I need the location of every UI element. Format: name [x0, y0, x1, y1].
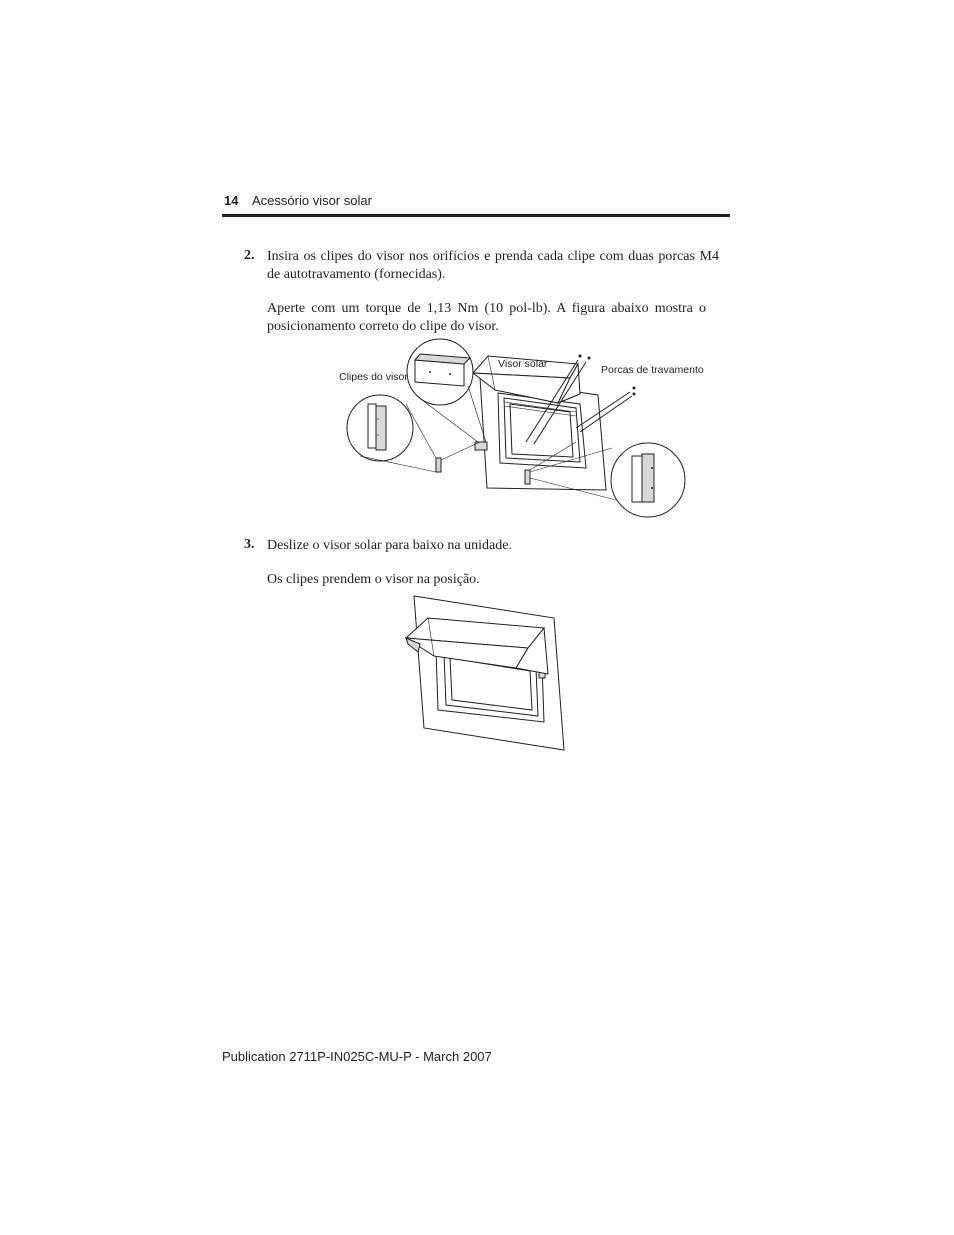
page-number: 14: [224, 193, 239, 208]
lock-nut-icon: [633, 387, 636, 390]
lock-nut-icon: [633, 393, 636, 396]
step-2-text: Insira os clipes do visor nos orifícios e prenda cada clipe com duas porcas M4 de autotravamento (fornecidas).: [267, 249, 719, 282]
publication-footer: Publication 2711P-IN025C-MU-P - March 2007: [222, 1049, 492, 1064]
step-3-note: Os clipes prendem o visor na posição.: [267, 572, 480, 587]
callout-lock-nuts: Porcas de travamento: [601, 364, 704, 376]
terminal-screen: [510, 404, 573, 457]
installed-visor-figure: [400, 592, 570, 754]
visor-clip-bottom-right: [525, 470, 530, 484]
step-2-number: 2.: [244, 248, 255, 263]
step-2-note: Aperte com um torque de 1,13 Nm (10 pol-lb). A figura abaixo mostra o posicionamento correto do clipe do visor.: [267, 301, 706, 334]
callout-visor-clips: Clipes do visor: [339, 371, 408, 383]
lock-nut-icon: [588, 357, 591, 360]
step-3-text: Deslize o visor solar para baixo na unidade.: [267, 538, 512, 553]
header-rule: [222, 214, 730, 217]
installed-visor-illustration: [400, 592, 570, 754]
callout-sun-visor: Visor solar: [498, 358, 548, 370]
visor-clip-bottom-left: [436, 458, 441, 472]
section-title: Acessório visor solar: [252, 193, 372, 208]
lock-nut-icon: [579, 355, 582, 358]
step-3-number: 3.: [244, 537, 255, 552]
